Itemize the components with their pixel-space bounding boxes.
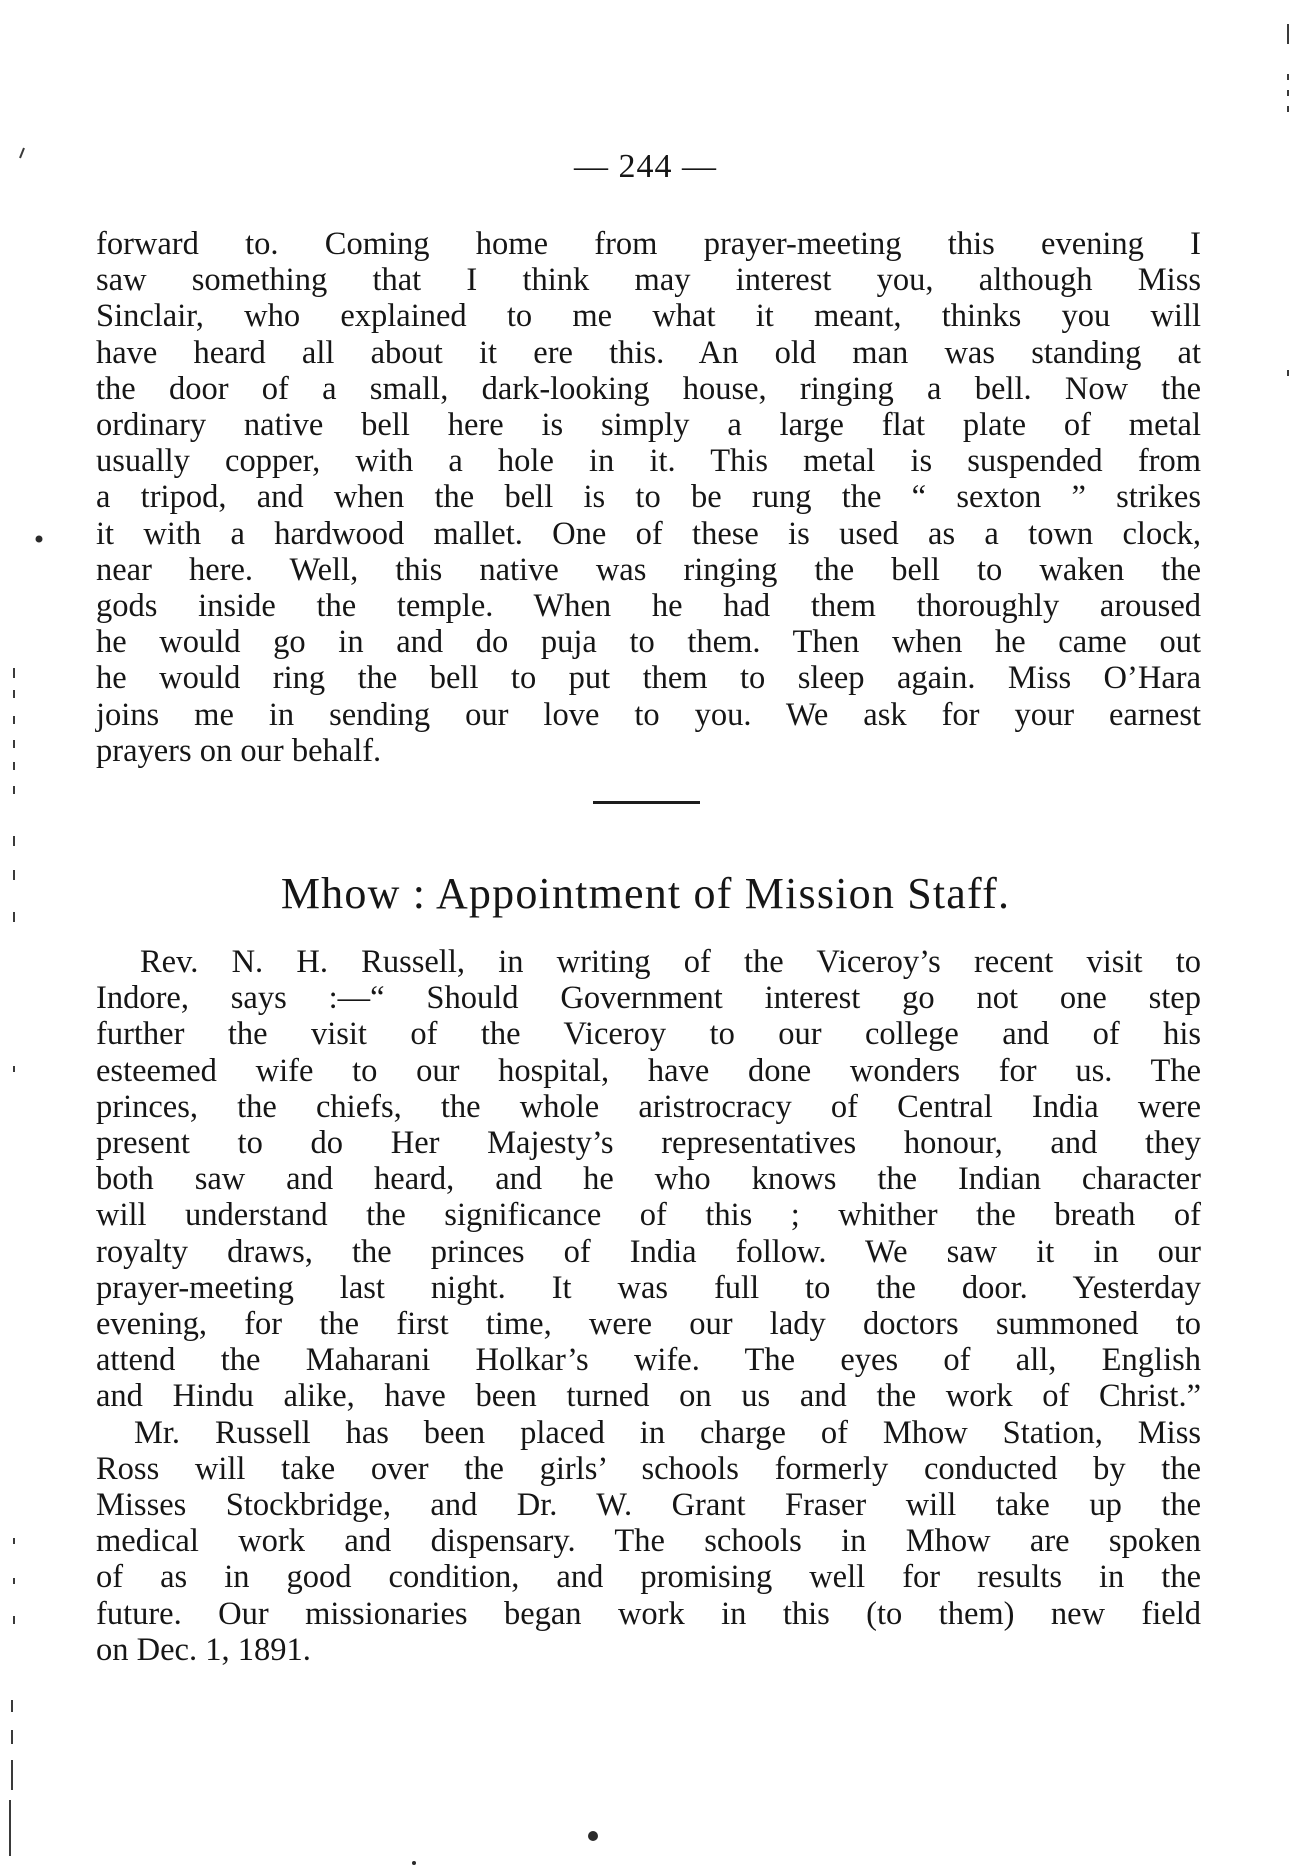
text-line: attend the Maharani Holkar’s wife. The eyes of all, English xyxy=(96,1342,1201,1379)
section-heading: Mhow : Appointment of Mission Staff. xyxy=(280,869,1011,918)
text-line: a tripod, and when the bell is to be rung the “ sexton ” strikes xyxy=(96,479,1201,516)
text-line: he would go in and do puja to them. Then when he came out xyxy=(96,624,1201,661)
text-line: evening, for the first time, were our lady doctors summoned to xyxy=(96,1306,1201,1343)
text-line: present to do Her Majesty’s representatives honour, and they xyxy=(96,1125,1201,1162)
text-line: joins me in sending our love to you. We ask for your earnest xyxy=(96,696,1201,733)
text-line: Sinclair, who explained to me what it meant, thinks you will xyxy=(96,298,1201,335)
text-line: further the visit of the Viceroy to our college and of his xyxy=(96,1016,1201,1053)
stray-dot xyxy=(588,1831,598,1841)
text-line: esteemed wife to our hospital, have done wonders for us. The xyxy=(96,1052,1201,1089)
text-line: the door of a small, dark-looking house, ringing a bell. Now the xyxy=(96,370,1201,407)
text-line: usually copper, with a hole in it. This metal is suspended from xyxy=(96,443,1201,480)
page-number: — 244 — xyxy=(574,148,717,185)
text-line: he would ring the bell to put them to sleep again. Miss O’Hara xyxy=(96,660,1201,697)
text-line: Indore, says :—“ Should Government interest go not one step xyxy=(96,980,1201,1017)
text-line: Rev. N. H. Russell, in writing of the Viceroy’s recent visit to xyxy=(140,944,1201,980)
left-margin-marks xyxy=(10,148,24,1856)
text-line: ordinary native bell here is simply a large flat plate of metal xyxy=(96,407,1201,444)
stray-dot xyxy=(36,536,43,543)
text-line: it with a hardwood mallet. One of these is used as a town clock, xyxy=(96,515,1201,552)
text-line: on Dec. 1, 1891. xyxy=(96,1631,311,1668)
text-line: forward to. Coming home from prayer-meeting this evening I xyxy=(96,226,1201,262)
text-line: princes, the chiefs, the whole aristrocracy of Central India were xyxy=(96,1088,1201,1125)
text-line: Ross will take over the girls’ schools formerly conducted by the xyxy=(96,1450,1201,1487)
text-line: near here. Well, this native was ringing the bell to waken the xyxy=(96,551,1201,588)
text-line: Misses Stockbridge, and Dr. W. Grant Fraser will take up the xyxy=(96,1487,1201,1524)
text-line: prayer-meeting last night. It was full to the door. Yesterday xyxy=(96,1269,1201,1306)
text-line: medical work and dispensary. The schools in Mhow are spoken xyxy=(96,1523,1201,1560)
text-line: future. Our missionaries began work in this (to them) new field xyxy=(96,1595,1201,1632)
text-line: will understand the significance of this ; whither the breath of xyxy=(96,1197,1201,1234)
section-divider xyxy=(593,801,700,804)
text-line: have heard all about it ere this. An old man was standing at xyxy=(96,334,1201,371)
text-line: and Hindu alike, have been turned on us and the work of Christ.” xyxy=(96,1378,1201,1415)
letter-text xyxy=(96,226,1201,769)
text-line: saw something that I think may interest you, although Miss xyxy=(96,262,1201,299)
text-line: of as in good condition, and promising well for results in the xyxy=(96,1559,1201,1596)
text-line: Mr. Russell has been placed in charge of Mhow Station, Miss xyxy=(134,1414,1201,1451)
stray-dot xyxy=(412,1861,416,1865)
text-line: royalty draws, the princes of India follow. We saw it in our xyxy=(96,1233,1201,1270)
text-line: gods inside the temple. When he had them thoroughly aroused xyxy=(96,588,1201,625)
text-line: prayers on our behalf. xyxy=(96,732,382,769)
article-text xyxy=(96,944,1201,1668)
text-line: both saw and heard, and he who knows the Indian character xyxy=(96,1161,1201,1198)
